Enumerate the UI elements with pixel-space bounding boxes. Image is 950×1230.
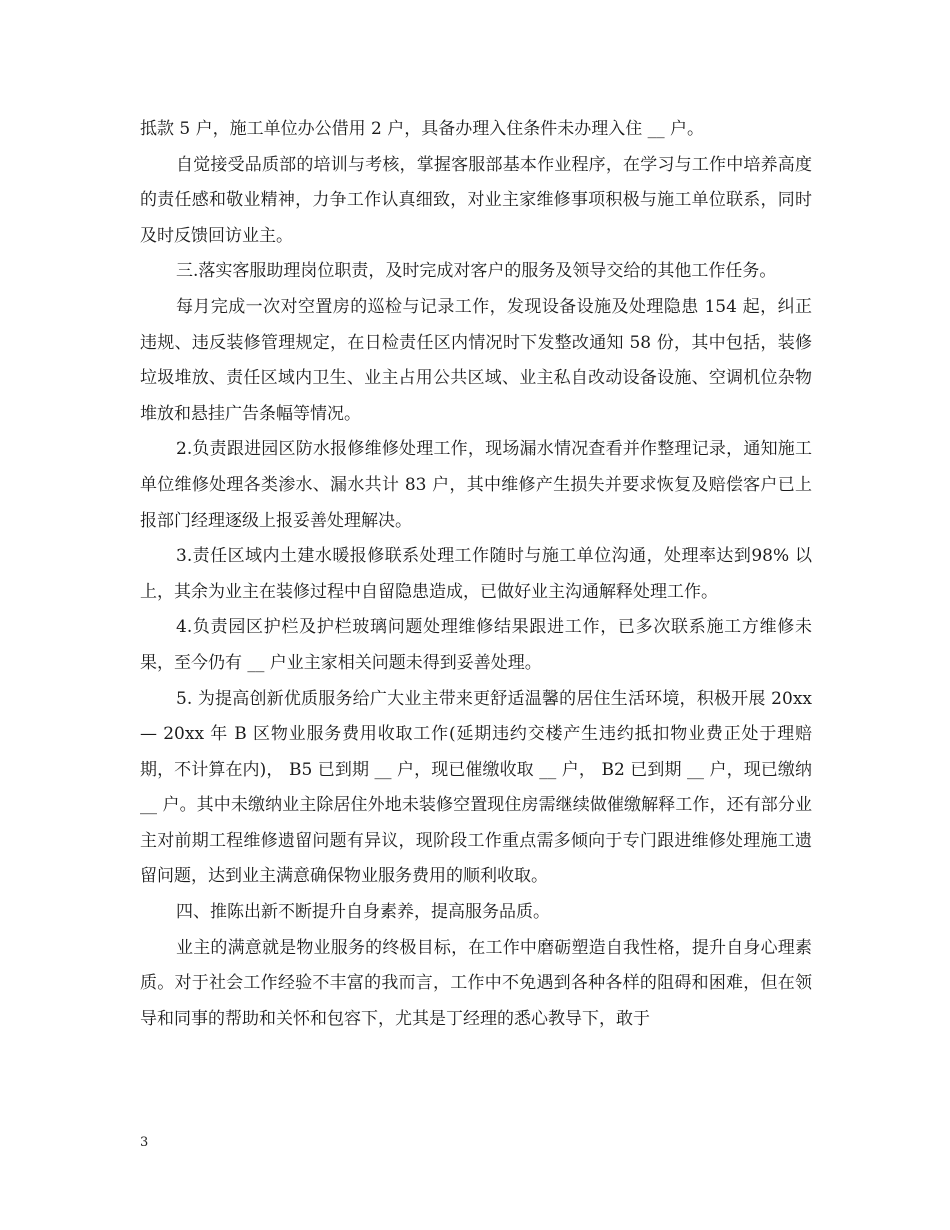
section-heading-four: 四、推陈出新不断提升自身素养，提高服务品质。: [176, 902, 550, 923]
page-number: 3: [140, 1135, 149, 1150]
section-heading-three: 三.落实客服助理岗位职责，及时完成对客户的服务及领导交给的其他工作任务。: [176, 261, 777, 282]
document-body: [140, 112, 812, 1037]
paragraph-item-5: 5. 为提高创新优质服务给广大业主带来更舒适温馨的居住生活环境，积极开展 20xx — 20xx 年 B 区物业服务费用收取工作(延期违约交楼产生违约抵扣物业费正处于理赔期，不计算在内)， B5 已到期 __ 户，现已催缴收取 __ 户， B2 已到期 __ 户，现已缴纳 __ 户。其中未缴纳业主除居住外地未装修空置现住房需继续做催缴解释工作，还有部分业主对前期工程维修遗留问题有异议，现阶段工作重点需多倾向于专门跟进维修处理施工遗留问题，达到业主满意确保物业服务费用的顺利收取。: [140, 688, 812, 887]
paragraph-item-3: 3.责任区域内土建水暖报修联系处理工作随时与施工单位沟通，处理率达到98% 以上，其余为业主在装修过程中自留隐患造成，已做好业主沟通解释处理工作。: [140, 546, 812, 602]
paragraph-continuation: 抵款 5 户，施工单位办公借用 2 户，具备办理入住条件未办理入住 __ 户。: [140, 119, 705, 139]
paragraph-item-4: 4.负责园区护栏及护栏玻璃问题处理维修结果跟进工作，已多次联系施工方维修未果，至今仍有 __ 户业主家相关问题未得到妥善处理。: [140, 617, 812, 673]
paragraph-item-2: 2.负责跟进园区防水报修维修处理工作，现场漏水情况查看并作整理记录，通知施工单位维修处理各类渗水、漏水共计 83 户，其中维修产生损失并要求恢复及赔偿客户已上报部门经理逐级上报妥善处理解决。: [140, 439, 812, 531]
paragraph-inspection: 每月完成一次对空置房的巡检与记录工作，发现设备设施及处理隐患 154 起，纠正违规、违反装修管理规定，在日检责任区内情况时下发整改通知 58 份，其中包括，装修垃圾堆放、责任区域内卫生、业主占用公共区域、业主私自改动设备设施、空调机位杂物堆放和悬挂广告条幅等情况。: [140, 296, 812, 424]
paragraph-training: 自觉接受品质部的培训与考核，掌握客服部基本作业程序，在学习与工作中培养高度的责任感和敬业精神，力争工作认真细致，对业主家维修事项积极与施工单位联系，同时及时反馈回访业主。: [140, 154, 812, 246]
paragraph-satisfaction: 业主的满意就是物业服务的终极目标，在工作中磨砺塑造自我性格，提升自身心理素质。对于社会工作经验不丰富的我而言，工作中不免遇到各种各样的阻碍和困难，但在领导和同事的帮助和关怀和包容下，尤其是丁经理的悉心教导下，敢于: [140, 937, 812, 1029]
